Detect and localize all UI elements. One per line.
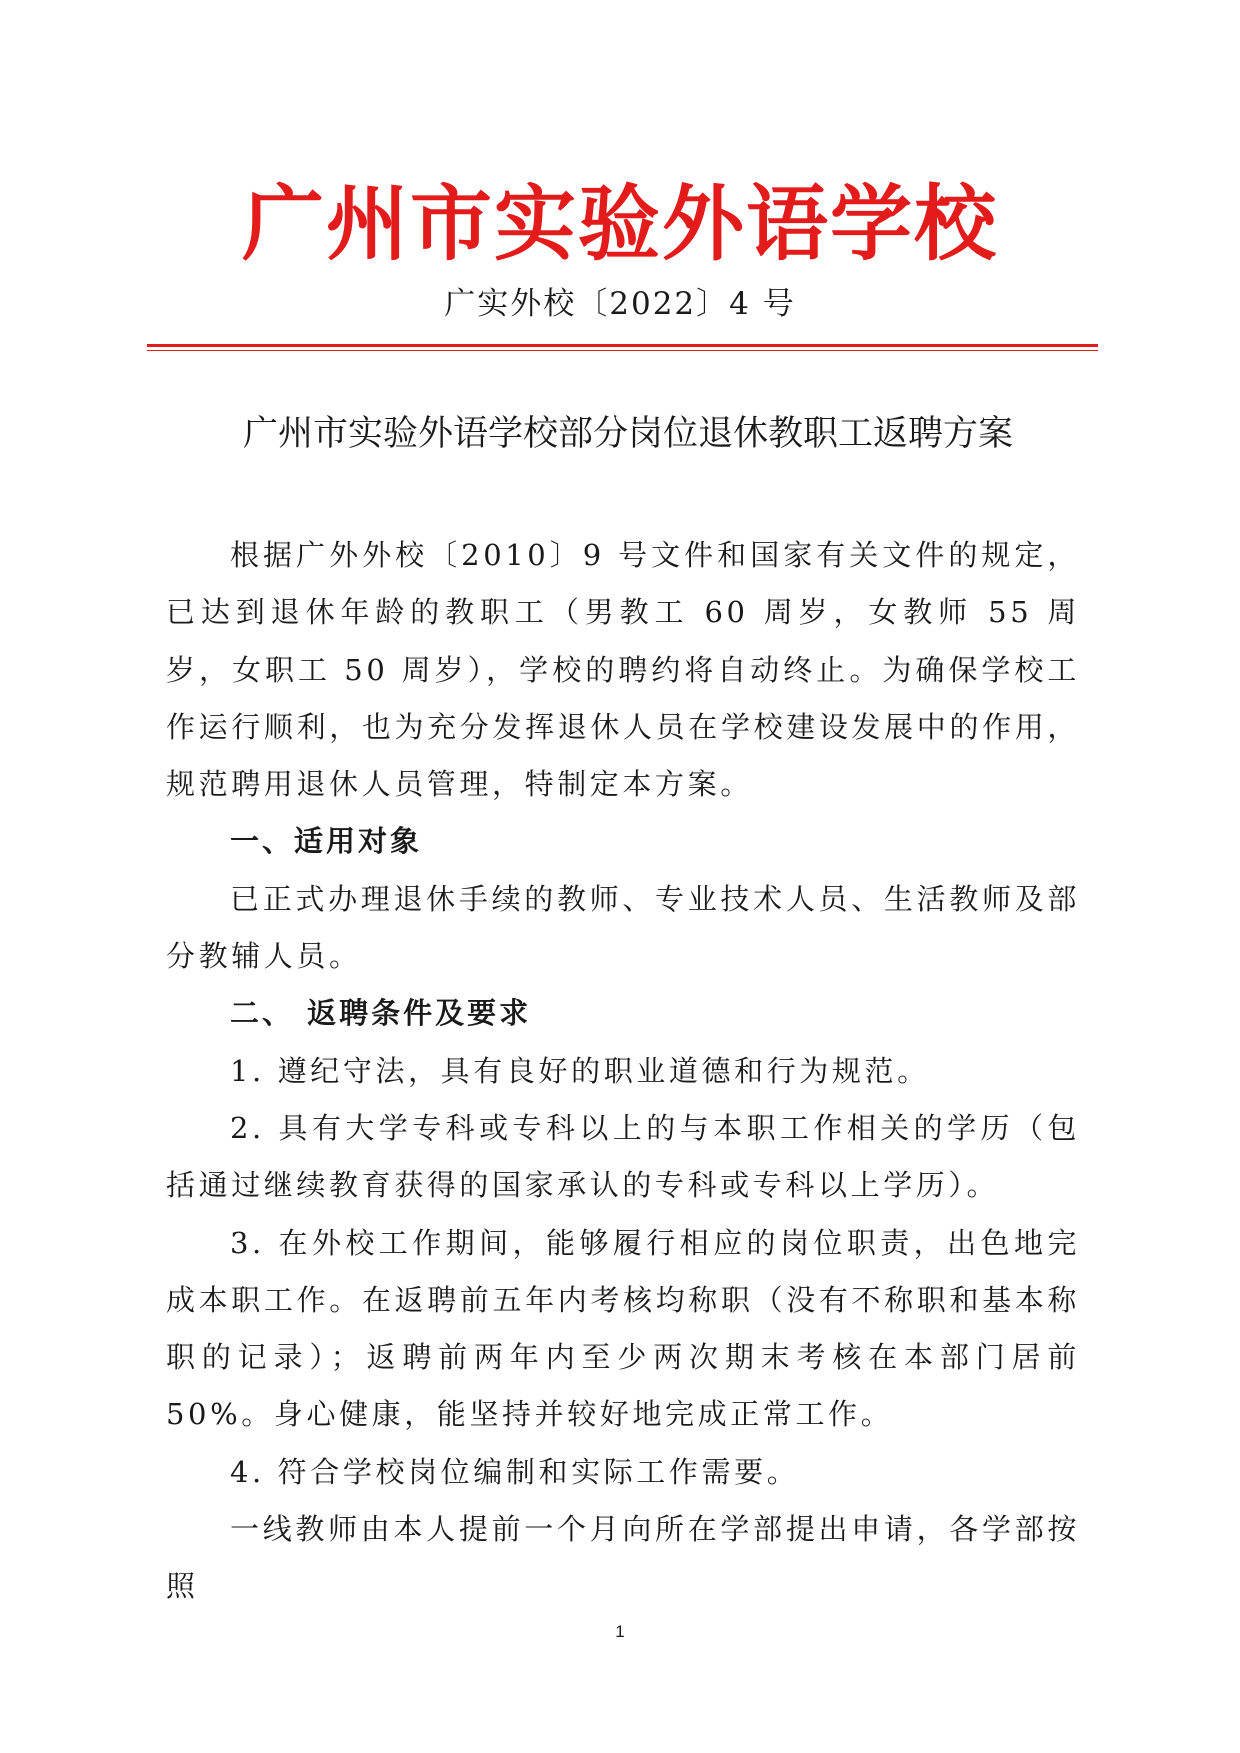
scope-paragraph: 已正式办理退休手续的教师、专业技术人员、生活教师及部分教辅人员。 <box>166 881 1080 974</box>
page-number: 1 <box>615 1622 625 1641</box>
red-divider-line-thin <box>147 350 1098 351</box>
document-body <box>166 527 1080 1616</box>
document-title: 广州市实验外语学校部分岗位退休教职工返聘方案 <box>242 414 1013 454</box>
condition-item-4: 4. 符合学校岗位编制和实际工作需要。 <box>230 1454 800 1489</box>
condition-item-2: 2. 具有大学专科或专科以上的与本职工作相关的学历（包括通过继续教育获得的国家承认的专科或专科以上学历）。 <box>166 1110 1080 1203</box>
section-heading-scope: 一、适用对象 <box>230 824 423 859</box>
section-heading-conditions: 二、 返聘条件及要求 <box>230 996 532 1031</box>
red-divider-line <box>147 344 1098 347</box>
application-paragraph: 一线教师由本人提前一个月向所在学部提出申请，各学部按照 <box>166 1512 1080 1604</box>
org-title: 广州市实验外语学校 <box>241 177 998 272</box>
condition-item-1: 1. 遵纪守法，具有良好的职业道德和行为规范。 <box>230 1053 930 1088</box>
document-number: 广实外校〔2022〕4 号 <box>444 286 796 322</box>
intro-paragraph: 根据广外外校〔2010〕9 号文件和国家有关文件的规定，已达到退休年龄的教职工（男教工 60 周岁，女教师 55 周岁，女职工 50 周岁），学校的聘约将自动终止。为确保学校工作运行顺利，也为充分发挥退休人员在学校建设发展中的作用，规范聘用退休人员管理，特制定本方案。 <box>166 538 1080 802</box>
condition-item-3: 3. 在外校工作期间，能够履行相应的岗位职责，出色地完成本职工作。在返聘前五年内考核均称职（没有不称职和基本称职的记录）；返聘前两年内至少两次期末考核在本部门居前 50%。身心健康，能坚持并较好地完成正常工作。 <box>166 1225 1080 1432</box>
